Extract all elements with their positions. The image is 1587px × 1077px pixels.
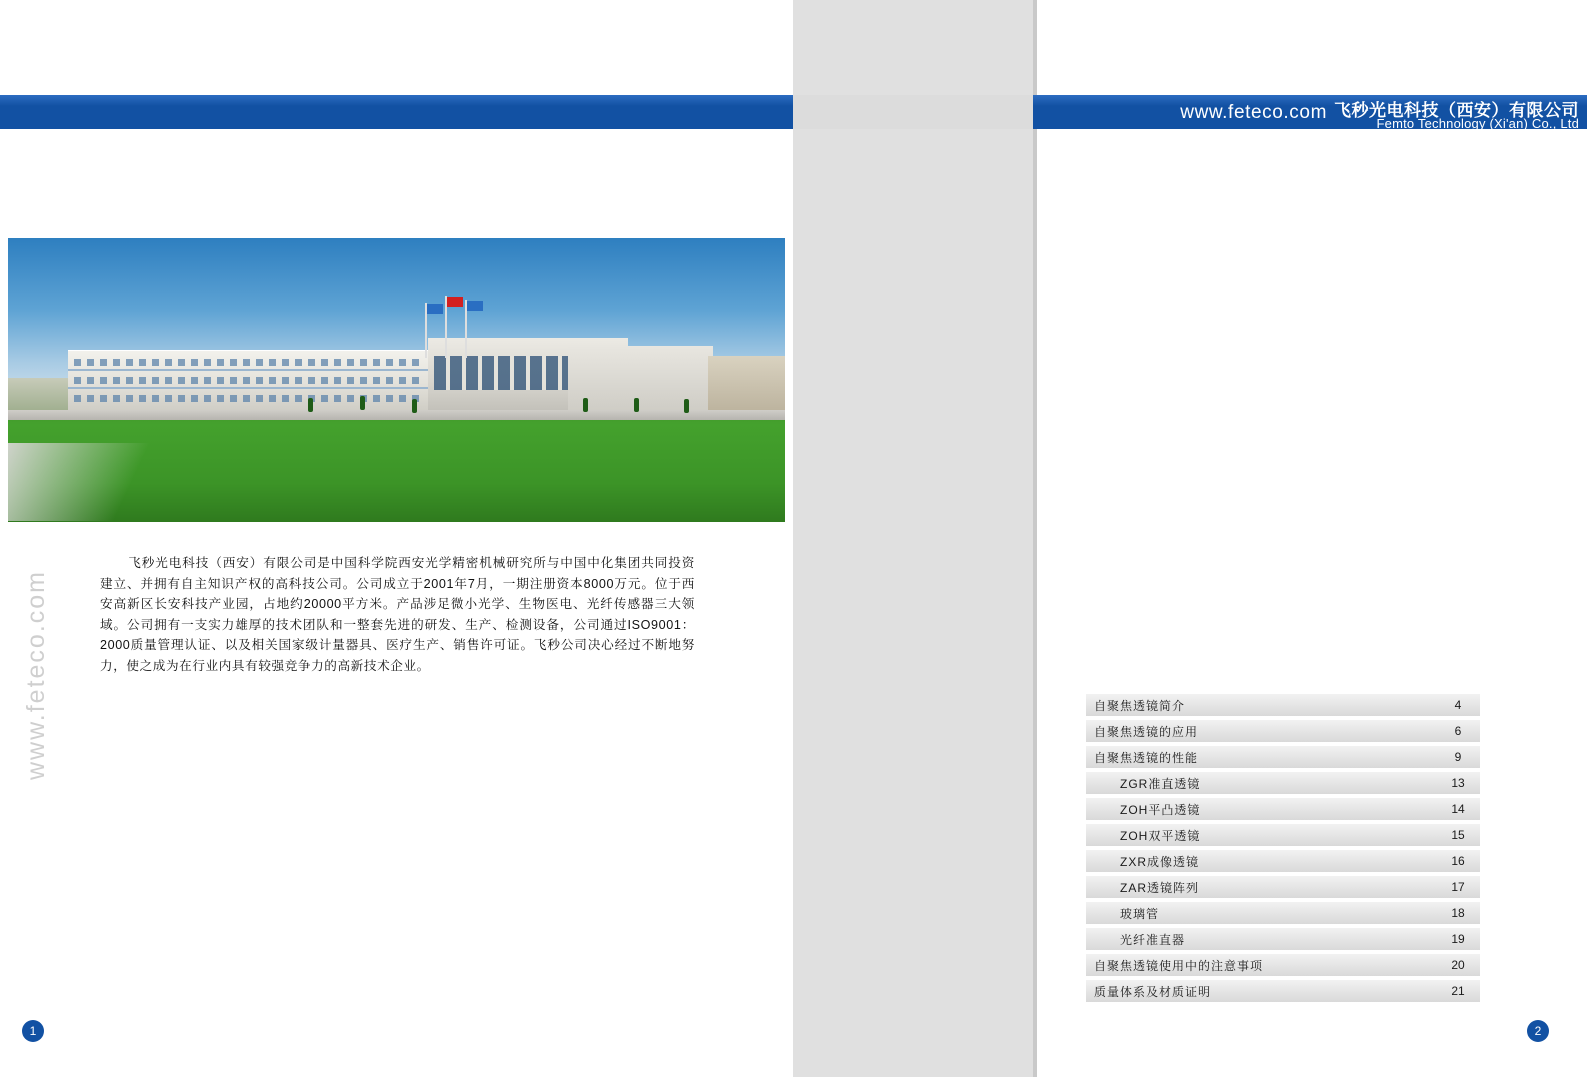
photo-window-row [74,359,422,366]
toc-item-label: ZAR透镜阵列 [1120,880,1200,895]
page-gutter [793,0,1033,1077]
toc-item-label: 质量体系及材质证明 [1094,984,1212,999]
header-website-url[interactable]: www.feteco.com [1180,102,1327,123]
photo-floorline [68,387,428,389]
company-intro-text: 飞秒光电科技（西安）有限公司是中国科学院西安光学精密机械研究所与中国中化集团共同投资建立、并拥有自主知识产权的高科技公司。公司成立于2001年7月，一期注册资本8000万元。位于西安高新区长安科技产业园，占地约20000平方米。产品涉足微小光学、生物医电、光纤传感器三大领域。公司拥有一支实力雄厚的技术团队和一整套先进的研发、生产、检测设备，公司通过ISO9001：2000质量管理认证、以及相关国家级计量器具、医疗生产、销售许可证。飞秒公司决心经过不断地努力，使之成为在行业内具有较强竞争力的高新技术企业。 [100,556,695,673]
photo-tree [684,399,689,413]
toc-item[interactable] [1086,876,1480,899]
photo-walkway [8,443,208,521]
toc-item[interactable] [1086,850,1480,873]
brand-name-english: Femto Technology (Xi'an) Co., Ltd [1376,116,1579,131]
toc-item[interactable] [1086,954,1480,977]
gutter-edge-line [1033,0,1037,1077]
toc-item-label: 光纤准直器 [1120,932,1186,947]
toc-item-page: 13 [1451,776,1465,790]
photo-left-structure [8,378,70,412]
toc-item[interactable] [1086,746,1480,769]
company-building-photo [8,238,785,522]
toc-item-page: 14 [1451,802,1465,816]
photo-far-building [708,356,785,410]
toc-item-page: 18 [1451,906,1465,920]
toc-item-page: 21 [1451,984,1465,998]
toc-item-label: ZXR成像透镜 [1120,854,1200,869]
toc-item[interactable] [1086,720,1480,743]
toc-item[interactable] [1086,694,1480,717]
company-intro-paragraph [100,553,695,677]
page-number-right: 2 [1527,1020,1549,1042]
photo-tree [412,399,417,413]
photo-window-row [74,377,422,384]
toc-item-label: ZOH平凸透镜 [1120,802,1201,817]
toc-item-label: 自聚焦透镜使用中的注意事项 [1094,958,1264,973]
toc-item-page: 15 [1451,828,1465,842]
photo-wing-building [568,346,713,410]
photo-tree [360,396,365,410]
toc-item[interactable] [1086,798,1480,821]
toc-item[interactable] [1086,772,1480,795]
toc-item-page: 17 [1451,880,1465,894]
photo-flag [447,297,463,307]
toc-item-label: 玻璃管 [1120,906,1160,921]
toc-item-label: ZGR准直透镜 [1120,776,1201,791]
sidebar-vertical-url: www.feteco.com [22,569,50,780]
toc-item-page: 9 [1454,750,1462,764]
table-of-contents [1086,694,1480,1003]
toc-item-label: 自聚焦透镜的应用 [1094,724,1199,739]
page-number-left: 1 [22,1020,44,1042]
photo-flag [427,304,443,314]
toc-item[interactable] [1086,928,1480,951]
toc-item-label: ZOH双平透镜 [1120,828,1201,843]
toc-item-page: 4 [1454,698,1462,712]
toc-item[interactable] [1086,902,1480,925]
photo-flag [467,301,483,311]
toc-item-label: 自聚焦透镜简介 [1094,698,1186,713]
photo-window-row [74,395,422,402]
photo-tree [634,398,639,412]
toc-item[interactable] [1086,824,1480,847]
header-band-gutter-notch [793,95,1033,129]
toc-item-page: 20 [1451,958,1465,972]
brand-name-chinese: 飞秒光电科技（西安）有限公司 [1334,101,1579,120]
photo-floorline [68,369,428,371]
photo-main-building [68,350,428,411]
toc-item-page: 19 [1451,932,1465,946]
toc-item-page: 6 [1454,724,1462,738]
toc-item[interactable] [1086,980,1480,1003]
photo-tree [308,398,313,412]
photo-tree [583,398,588,412]
toc-item-page: 16 [1451,854,1465,868]
toc-item-label: 自聚焦透镜的性能 [1094,750,1199,765]
photo-road [8,410,785,420]
